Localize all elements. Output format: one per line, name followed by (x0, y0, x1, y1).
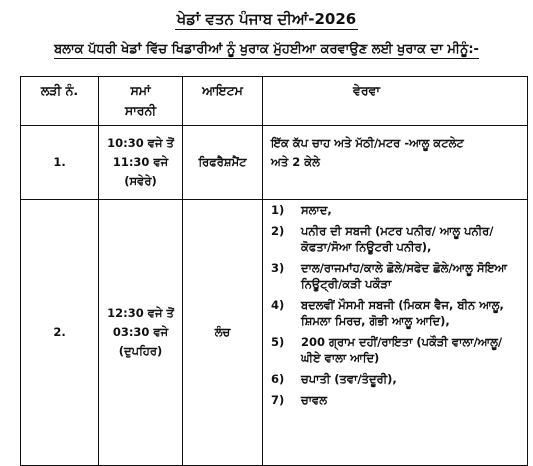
row-details: ਇੱਕ ਕੱਪ ਚਾਹ ਅਤੇ ਮੱਠੀ/ਮਟਰ -ਆਲੂ ਕਟਲੇਟ ਅਤੇ 2 ਕੇਲੇ (263, 126, 528, 200)
header-schedule: ਸਮਾਂ ਸਾਰਨੀ (99, 77, 183, 126)
menu-table (20, 76, 528, 466)
list-item: 2) ਪਨੀਰ ਦੀ ਸਬਜੀ (ਮਟਰ ਪਨੀਰ/ ਆਲੂ ਪਨੀਰ/ ਕੋਫਤਾ/ਸੋਆ ਨਿਊਟਰੀ ਪਨੀਰ), (271, 224, 494, 254)
list-item: 7) ਚਾਵਲ (271, 393, 328, 407)
header-item: ਆਇਟਮ (183, 77, 263, 126)
document-title (0, 10, 533, 28)
document-subtitle (0, 42, 533, 57)
row-item: ਰਿਫਰੈਸ਼ਮੈਂਟ (183, 126, 263, 200)
list-item: 4) ਬਦਲਵੀਂ ਮੌਸਮੀ ਸਬਜੀ (ਮਿਕਸ ਵੈਜ, ਬੀਨ ਆਲੂ, ਸ਼ਿਮਲਾ ਮਿਰਚ, ਗੋਭੀ ਆਲੂ ਆਦਿ), (271, 298, 504, 328)
row-item: ਲੰਚ (183, 200, 263, 466)
row-serial: 1. (21, 126, 99, 200)
list-item: 5) 200 ਗ੍ਰਾਮ ਦਹੀਂ/ਰਾਇਤਾ (ਪਕੌੜੀ ਵਾਲਾ/ਆਲੂ/ਘੀਏ ਵਾਲਾ ਆਦਿ) (271, 335, 503, 365)
header-details: ਵੇਰਵਾ (263, 77, 528, 126)
row-time: 12:30 ਵਜੇ ਤੋਂ 03:30 ਵਜੇ (ਦੁਪਹਿਰ) (99, 200, 183, 466)
row-time: 10:30 ਵਜੇ ਤੋਂ 11:30 ਵਜੇ (ਸਵੇਰੇ) (99, 126, 183, 200)
list-item: 6) ਚਪਾਤੀ (ਤਵਾ/ਤੰਦੂਰੀ), (271, 372, 397, 386)
table-row (21, 126, 528, 200)
table-row (21, 200, 528, 466)
title-text: ਖੇਡਾਂ ਵਤਨ ਪੰਜਾਬ ਦੀਆਂ-2026 (176, 10, 357, 28)
row-serial: 2. (21, 200, 99, 466)
subtitle-text: ਬਲਾਕ ਪੱਧਰੀ ਖੇਡਾਂ ਵਿੱਚ ਖਿਡਾਰੀਆਂ ਨੂੰ ਖੁਰਾਕ ਮੁੱਹਈਆ ਕਰਵਾਉਣ ਲਈ ਖੁਰਾਕ ਦਾ ਮੀਨੂੰ:- (54, 42, 479, 57)
list-item: 1) ਸਲਾਦ, (271, 203, 332, 217)
lunch-items-list (271, 202, 519, 408)
list-item: 3) ਦਾਲ/ਰਾਜਮਾਂਹ/ਕਾਲੇ ਛੋਲੇ/ਸਫੇਦ ਛੋਲੇ/ਆਲੂ ਸੋਇਆ ਨਿਊਟ੍ਰੀ/ਕੜੀ ਪਕੌੜਾ (271, 261, 508, 291)
row-details (263, 200, 528, 466)
header-serial: ਲੜੀ ਨੰ. (21, 77, 99, 126)
header-row (21, 77, 528, 126)
